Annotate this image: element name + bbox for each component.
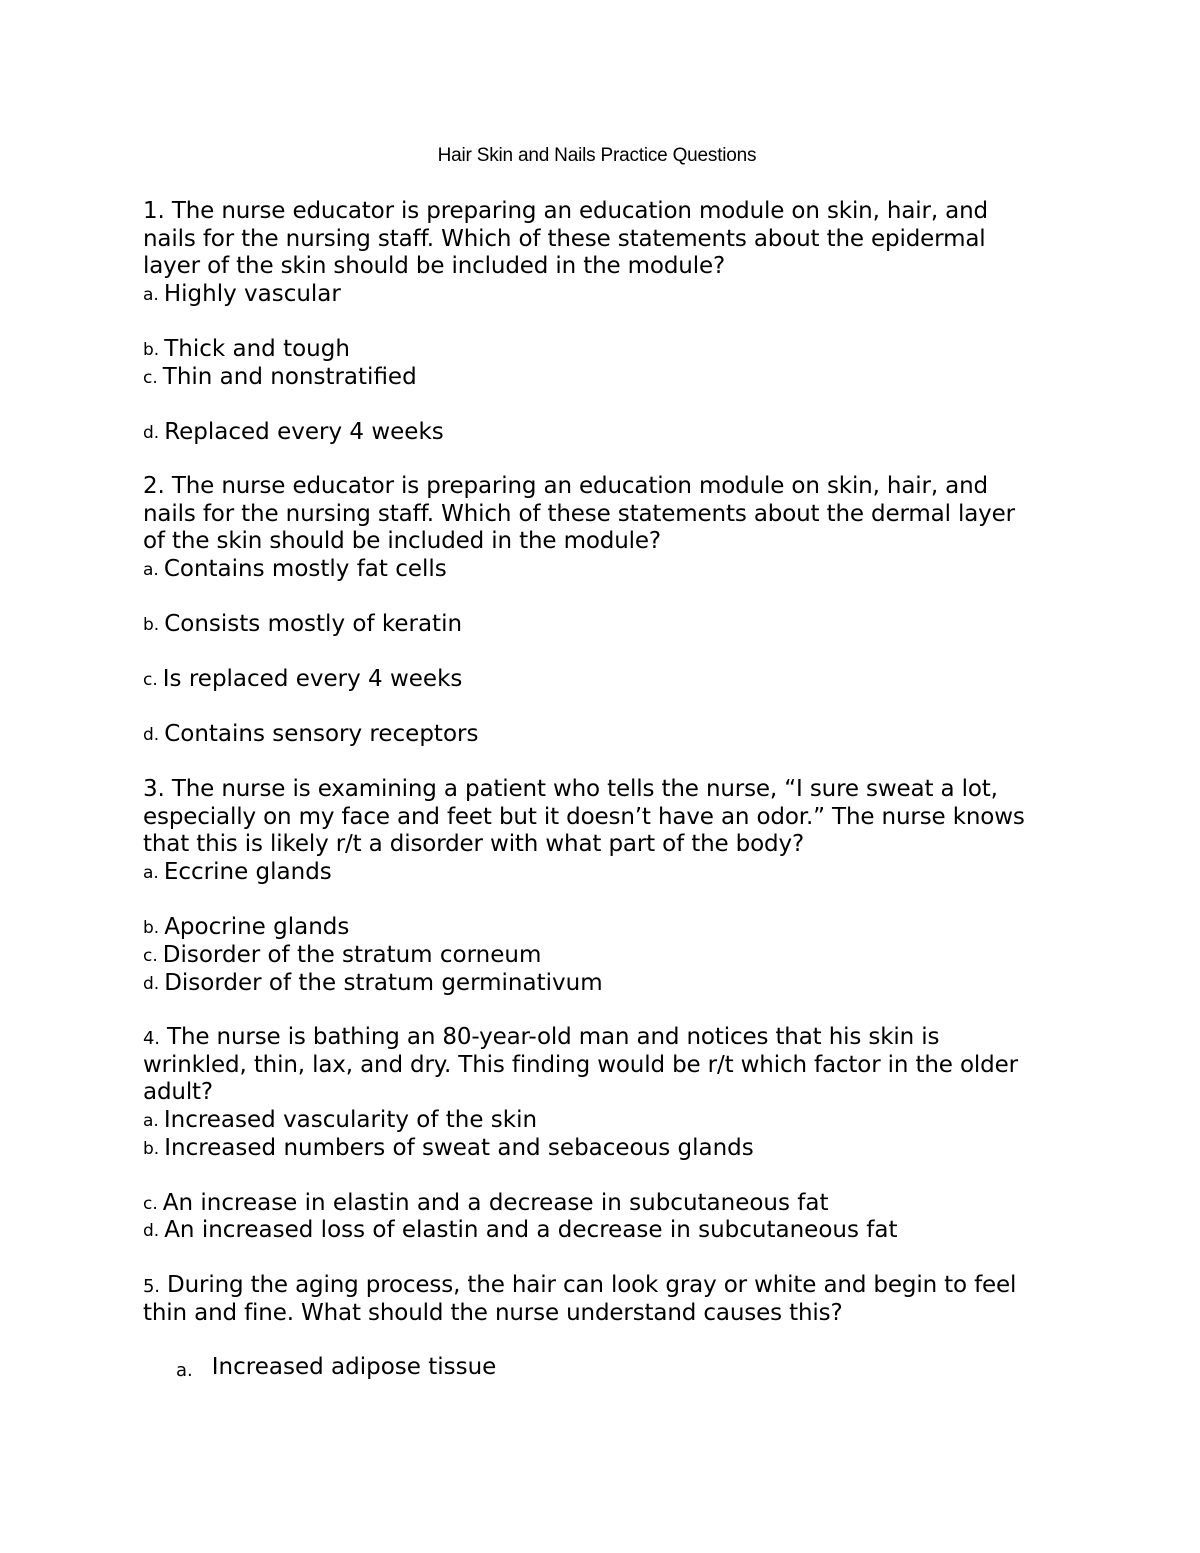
question-2-option-d: d. Contains sensory receptors — [143, 721, 479, 747]
question-1-line-1: 1. The nurse educator is preparing an education module on skin, hair, and — [143, 198, 988, 224]
question-2-option-c: c. Is replaced every 4 weeks — [143, 666, 463, 692]
question-3-line-1: 3. The nurse is examining a patient who tells the nurse, “I sure sweat a lot, — [143, 776, 998, 802]
question-4-number: 4. — [143, 1028, 160, 1049]
question-2-option-a: a. Contains mostly fat cells — [143, 556, 447, 582]
question-1-number: 1. — [143, 198, 165, 224]
question-3-number: 3. — [143, 776, 165, 802]
question-3-option-a: a. Eccrine glands — [143, 859, 332, 885]
question-3-line-3: that this is likely r/t a disorder with what part of the body? — [143, 831, 805, 857]
question-5-line-2: thin and fine. What should the nurse understand causes this? — [143, 1300, 843, 1326]
question-5-number: 5. — [143, 1276, 160, 1297]
question-4-option-a: a. Increased vascularity of the skin — [143, 1107, 538, 1133]
question-2-line-3: of the skin should be included in the module? — [143, 528, 661, 554]
question-4-option-b: b. Increased numbers of sweat and sebaceous glands — [143, 1135, 754, 1161]
question-2-option-b: b. Consists mostly of keratin — [143, 611, 463, 637]
question-1-option-d: d. Replaced every 4 weeks — [143, 419, 444, 445]
question-4-line-2: wrinkled, thin, lax, and dry. This finding would be r/t which factor in the older — [143, 1052, 1018, 1078]
question-1-option-b: b. Thick and tough — [143, 336, 350, 362]
question-2-line-2: nails for the nursing staff. Which of these statements about the dermal layer — [143, 501, 1015, 527]
question-4-option-c: c. An increase in elastin and a decrease in subcutaneous fat — [143, 1190, 829, 1216]
question-4-option-d: d. An increased loss of elastin and a decrease in subcutaneous fat — [143, 1217, 898, 1243]
question-4-line-3: adult? — [143, 1079, 213, 1105]
question-5-option-a: a. Increased adipose tissue — [176, 1354, 497, 1381]
question-2-number: 2. — [143, 473, 165, 499]
question-3-option-b: b. Apocrine glands — [143, 914, 350, 940]
document-title: Hair Skin and Nails Practice Questions — [437, 145, 757, 166]
question-3-line-2: especially on my face and feet but it doesn’t have an odor.” The nurse knows — [143, 804, 1025, 830]
question-5-line-1: 5. During the aging process, the hair can look gray or white and begin to feel — [143, 1272, 1017, 1298]
question-3-option-c: c. Disorder of the stratum corneum — [143, 942, 542, 968]
question-1-option-c: c. Thin and nonstratified — [143, 364, 417, 390]
question-1-line-2: nails for the nursing staff. Which of these statements about the epidermal — [143, 226, 986, 252]
question-1-option-a: a. Highly vascular — [143, 281, 341, 307]
question-1-line-3: layer of the skin should be included in the module? — [143, 253, 726, 279]
question-3-option-d: d. Disorder of the stratum germinativum — [143, 970, 603, 996]
question-4-line-1: 4. The nurse is bathing an 80-year-old man and notices that his skin is — [143, 1024, 940, 1050]
question-2-line-1: 2. The nurse educator is preparing an education module on skin, hair, and — [143, 473, 988, 499]
